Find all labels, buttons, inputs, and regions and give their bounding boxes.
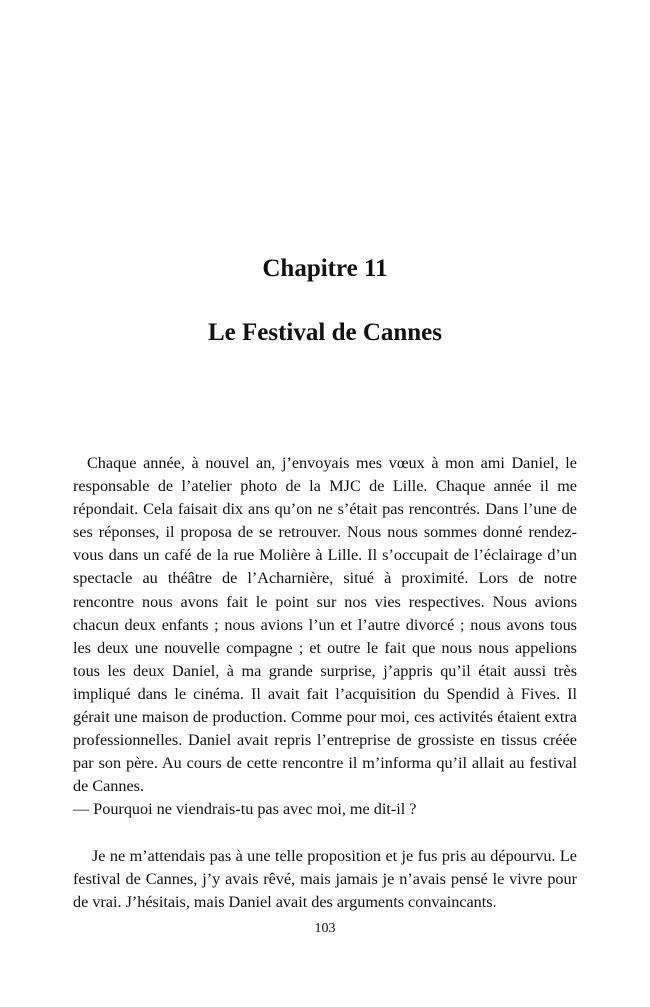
page-number: 103 bbox=[314, 921, 336, 936]
paragraph-1: Chaque année, à nouvel an, j’envoyais mes vœux à mon ami Daniel, le responsable de l’atelier photo de la MJC de Lille. Chaque année il me répondait. Cela faisait dix ans qu’on ne s’était pas rencontrés. Dans l’une de ses réponses, il proposa de se retrouver. Nous nous sommes donné rendez-vous dans un café de la rue Molière à Lille. Il s’occupait de l’éclairage d’un spectacle au théâtre de l’Acharnière, situé à proximité. Lors de notre rencontre nous avons fait le point sur nos vies respectives. Nous avions chacun deux enfants ; nous avions l’un et l’autre divorcé ; nous avons tous les deux une nouvelle compagne ; et outre le fait que nous nous appelions tous les deux Daniel, à ma grande surprise, j’appris qu’il était aussi très impliqué dans le cinéma. Il avait fait l’acquisition du Spendid à Fives. Il gérait une maison de production. Comme pour moi, ces activités étaient extra professionnelles. Daniel avait repris l’entreprise de grossiste en tissus créée par son père. Au cours de cette rencontre il m’informa qu’il allait au festival de Cannes. bbox=[73, 454, 577, 796]
chapter-body bbox=[73, 452, 577, 914]
chapter-number: Chapitre 11 bbox=[262, 255, 388, 282]
chapter-title: Le Festival de Cannes bbox=[207, 319, 443, 346]
dialogue-line: — Pourquoi ne viendrais-tu pas avec moi, me dit-il ? bbox=[73, 800, 417, 819]
paragraph-2: Je ne m’attendais pas à une telle proposition et je fus pris au dépourvu. Le festival de Cannes, j’y avais rêvé, mais jamais je n’avais pensé le vivre pour de vrai. J’hésitais, mais Daniel avait des arguments convaincants. bbox=[73, 846, 577, 911]
